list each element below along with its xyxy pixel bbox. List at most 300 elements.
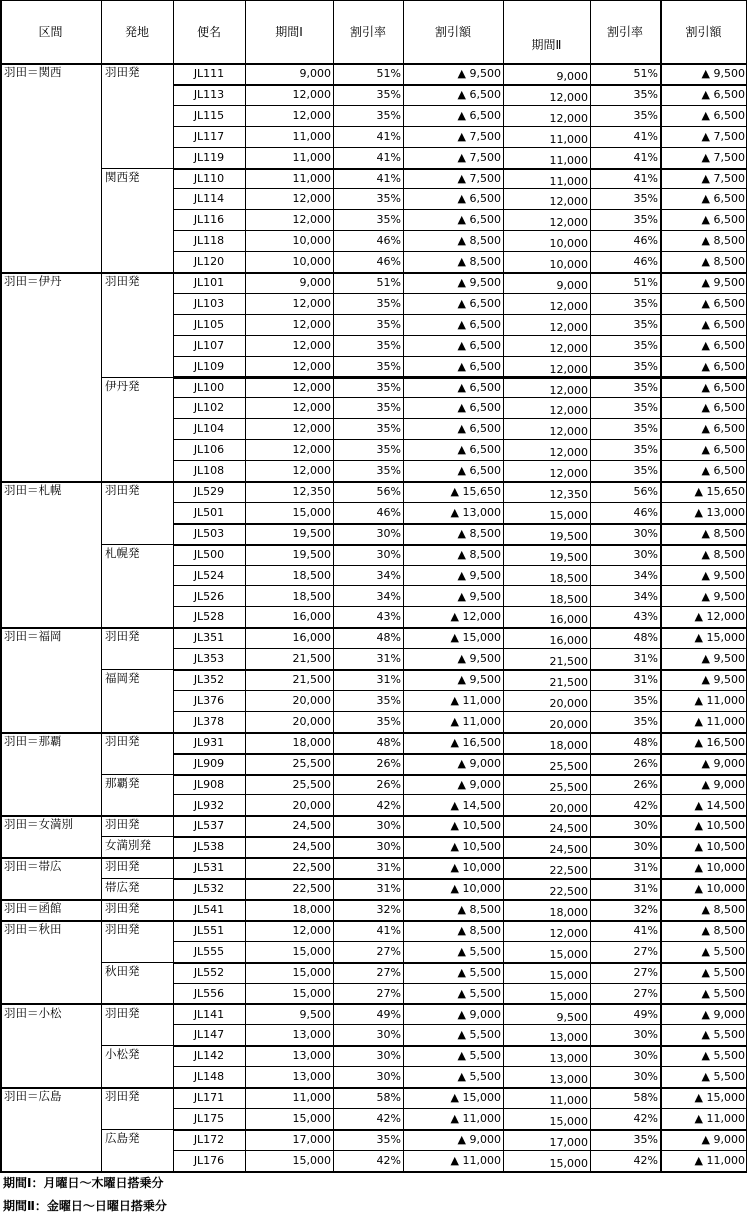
period1-discount: ▲ 9,500: [457, 673, 501, 687]
period1-fare: 12,000: [292, 923, 331, 937]
period2-fare: 9,500: [556, 1010, 588, 1024]
period2-discount: ▲ 5,500: [701, 986, 745, 1000]
flight-number: JL526: [193, 589, 225, 603]
grid-line: [173, 0, 174, 1171]
flight-number: JL529: [193, 485, 225, 498]
period1-discount: ▲ 11,000: [450, 714, 501, 728]
period2-rate: 35%: [633, 296, 658, 310]
period2-rate: 35%: [633, 694, 658, 707]
period2-rate: 41%: [633, 150, 658, 164]
period1-discount: ▲ 9,500: [457, 652, 501, 666]
period2-rate: 46%: [633, 234, 658, 248]
period1-fare: 15,000: [292, 944, 331, 958]
flight-number: JL147: [193, 1028, 225, 1042]
period2-discount: ▲ 8,500: [701, 923, 745, 937]
period2-discount: ▲ 8,500: [701, 526, 745, 540]
period2-fare: 15,000: [549, 1156, 588, 1170]
period2-rate: 48%: [633, 631, 658, 645]
period2-fare: 21,500: [549, 676, 588, 690]
period2-rate: 30%: [633, 1049, 658, 1063]
flight-number: JL141: [193, 1007, 225, 1021]
period2-rate: 30%: [633, 840, 658, 854]
period1-fare: 17,000: [292, 1132, 331, 1146]
period1-rate: 42%: [376, 1112, 401, 1125]
period2-rate: 30%: [633, 526, 658, 540]
period2-discount: ▲ 6,500: [701, 464, 745, 478]
period2-fare: 15,000: [549, 508, 588, 522]
period1-discount: ▲ 12,000: [450, 610, 501, 624]
flight-number: JL104: [193, 422, 225, 436]
flight-number: JL115: [193, 108, 225, 122]
period2-discount: ▲ 7,500: [701, 171, 745, 185]
route-cell: 羽田＝関西: [4, 65, 62, 79]
period1-discount: ▲ 6,500: [457, 359, 501, 373]
grid-line: [403, 0, 404, 1171]
period2-discount: ▲ 9,000: [701, 756, 745, 770]
flight-number: JL119: [193, 150, 225, 164]
period1-rate: 46%: [376, 505, 401, 519]
period1-discount: ▲ 10,500: [450, 840, 501, 854]
period2-rate: 42%: [633, 798, 658, 812]
period1-discount: ▲ 9,000: [457, 777, 501, 791]
period1-discount: ▲ 15,000: [450, 1091, 501, 1105]
period1-discount: ▲ 8,500: [457, 255, 501, 269]
period1-fare: 9,000: [299, 67, 331, 80]
period1-discount: ▲ 16,500: [450, 735, 501, 749]
period1-rate: 35%: [376, 401, 401, 415]
flight-number: JL538: [193, 840, 225, 854]
period1-fare: 12,000: [292, 296, 331, 310]
route-cell: 羽田＝女満別: [4, 817, 73, 832]
period2-discount: ▲ 9,500: [701, 652, 745, 666]
period1-fare: 18,500: [292, 589, 331, 603]
period1-discount: ▲ 11,000: [450, 694, 501, 707]
period2-fare: 11,000: [549, 132, 588, 146]
period1-rate: 30%: [376, 1028, 401, 1042]
period2-rate: 56%: [633, 485, 658, 498]
origin-cell: 広島発: [105, 1130, 140, 1145]
period1-discount: ▲ 6,500: [457, 192, 501, 206]
header-period1-rate: 割引率: [349, 24, 386, 39]
flight-number: JL101: [193, 276, 225, 289]
period2-fare: 12,000: [549, 299, 588, 313]
period2-discount: ▲ 5,500: [701, 1028, 745, 1042]
origin-cell: 羽田発: [105, 859, 140, 874]
flight-number: JL102: [193, 401, 225, 415]
period2-discount: ▲ 10,500: [694, 819, 745, 833]
period2-discount: ▲ 7,500: [701, 129, 745, 143]
period2-discount: ▲ 9,000: [701, 1132, 745, 1146]
period2-rate: 46%: [633, 505, 658, 519]
grid-line: [245, 0, 246, 1171]
period2-fare: 12,000: [549, 467, 588, 481]
period2-discount: ▲ 8,500: [701, 547, 745, 561]
period1-rate: 41%: [376, 129, 401, 143]
period1-fare: 21,500: [292, 673, 331, 687]
period1-discount: ▲ 5,500: [457, 965, 501, 979]
period2-fare: 12,000: [549, 195, 588, 209]
period2-discount: ▲ 13,000: [694, 505, 745, 519]
period2-discount: ▲ 9,000: [701, 1007, 745, 1021]
period1-discount: ▲ 7,500: [457, 150, 501, 164]
period1-discount: ▲ 7,500: [457, 171, 501, 185]
period1-fare: 11,000: [292, 150, 331, 164]
header-period2-discount: 割引額: [685, 24, 722, 39]
period1-fare: 12,000: [292, 422, 331, 436]
period1-rate: 34%: [376, 589, 401, 603]
period2-discount: ▲ 6,500: [701, 108, 745, 122]
period2-discount: ▲ 16,500: [694, 735, 745, 749]
period2-discount: ▲ 6,500: [701, 192, 745, 206]
period1-rate: 34%: [376, 568, 401, 582]
period1-fare: 16,000: [292, 631, 331, 645]
route-cell: 羽田＝秋田: [4, 921, 62, 936]
period2-fare: 19,500: [549, 550, 588, 564]
origin-cell: 羽田発: [105, 65, 140, 79]
header-route-cell: 区間: [38, 24, 63, 39]
flight-number: JL116: [193, 213, 225, 227]
period1-fare: 16,000: [292, 610, 331, 624]
period2-discount: ▲ 15,650: [694, 485, 745, 498]
period1-rate: 35%: [376, 213, 401, 227]
flight-number: JL556: [193, 986, 225, 1000]
period2-rate: 35%: [633, 359, 658, 373]
period2-rate: 48%: [633, 735, 658, 749]
period1-fare: 12,000: [292, 401, 331, 415]
flight-number: JL114: [193, 192, 225, 206]
period1-fare: 10,000: [292, 255, 331, 269]
period1-fare: 12,000: [292, 338, 331, 352]
period1-fare: 12,350: [292, 485, 331, 498]
grid-line: [0, 0, 747, 1]
period2-fare: 12,000: [549, 111, 588, 125]
grid-line: [0, 1171, 747, 1173]
route-cell: 羽田＝函館: [4, 901, 62, 915]
period2-rate: 35%: [633, 317, 658, 331]
period1-rate: 27%: [376, 944, 401, 958]
period2-fare: 12,000: [549, 216, 588, 230]
period2-rate: 35%: [633, 443, 658, 457]
header-period1-discount: 割引額: [434, 24, 471, 39]
flight-number: JL531: [193, 861, 225, 875]
origin-cell: 福岡発: [105, 671, 140, 686]
period1-discount: ▲ 8,500: [457, 234, 501, 248]
period1-fare: 15,000: [292, 505, 331, 519]
flight-number: JL552: [193, 965, 225, 979]
period2-rate: 35%: [633, 380, 658, 394]
period1-discount: ▲ 6,500: [457, 380, 501, 394]
period1-rate: 56%: [376, 485, 401, 498]
period2-fare: 12,000: [549, 425, 588, 439]
period2-discount: ▲ 6,500: [701, 401, 745, 415]
period2-fare: 12,000: [549, 362, 588, 376]
period1-fare: 19,500: [292, 526, 331, 540]
period2-fare: 18,000: [549, 906, 588, 919]
header-period2-rate: 割引率: [606, 24, 643, 39]
period2-fare: 10,000: [549, 237, 588, 251]
period2-discount: ▲ 5,500: [701, 944, 745, 958]
period-2-note: 期間Ⅱ：金曜日～日曜日搭乗分: [3, 1199, 167, 1213]
period2-discount: ▲ 11,000: [694, 1153, 745, 1167]
period1-fare: 20,000: [292, 714, 331, 728]
period2-rate: 32%: [633, 903, 658, 916]
header-period2-fare: 期間Ⅱ: [531, 38, 562, 52]
period2-fare: 12,000: [549, 90, 588, 104]
flight-number: JL376: [193, 694, 225, 707]
period2-fare: 12,000: [549, 341, 588, 355]
period2-rate: 35%: [633, 338, 658, 352]
period1-rate: 35%: [376, 464, 401, 478]
period2-discount: ▲ 6,500: [701, 359, 745, 373]
period1-discount: ▲ 10,500: [450, 819, 501, 833]
period2-discount: ▲ 15,000: [694, 631, 745, 645]
period2-rate: 30%: [633, 819, 658, 833]
period2-discount: ▲ 5,500: [701, 965, 745, 979]
period2-fare: 12,000: [549, 404, 588, 418]
period1-rate: 35%: [376, 359, 401, 373]
period2-fare: 18,500: [549, 592, 588, 606]
period2-fare: 9,000: [556, 70, 588, 83]
period2-rate: 35%: [633, 213, 658, 227]
period1-rate: 48%: [376, 735, 401, 749]
period2-rate: 49%: [633, 1007, 658, 1021]
period1-rate: 30%: [376, 1070, 401, 1084]
period2-discount: ▲ 6,500: [701, 296, 745, 310]
period2-discount: ▲ 14,500: [694, 798, 745, 812]
flight-number: JL524: [193, 568, 225, 582]
origin-cell: 羽田発: [105, 1089, 140, 1104]
flight-number: JL378: [193, 714, 225, 728]
period1-rate: 30%: [376, 840, 401, 854]
period1-fare: 12,000: [292, 443, 331, 457]
period2-discount: ▲ 9,500: [701, 673, 745, 687]
period1-fare: 12,000: [292, 108, 331, 122]
origin-cell: 羽田発: [105, 901, 140, 915]
period2-fare: 16,000: [549, 634, 588, 648]
flight-number: JL117: [193, 129, 225, 143]
period2-rate: 30%: [633, 1070, 658, 1084]
period2-rate: 27%: [633, 986, 658, 1000]
period2-rate: 31%: [633, 652, 658, 666]
flight-number: JL176: [193, 1153, 225, 1167]
flight-number: JL541: [193, 903, 225, 916]
period1-rate: 35%: [376, 338, 401, 352]
period1-fare: 13,000: [292, 1028, 331, 1042]
period2-rate: 35%: [633, 192, 658, 206]
period2-discount: ▲ 6,500: [701, 443, 745, 457]
period1-rate: 58%: [376, 1091, 401, 1105]
period1-fare: 24,500: [292, 840, 331, 854]
origin-cell: 秋田発: [105, 963, 140, 978]
period2-discount: ▲ 7,500: [701, 150, 745, 164]
flight-number: JL932: [193, 798, 225, 812]
grid-line: [0, 0, 2, 1171]
period2-fare: 12,000: [549, 383, 588, 397]
period2-rate: 30%: [633, 547, 658, 561]
period2-fare: 11,000: [549, 153, 588, 167]
period1-rate: 49%: [376, 1007, 401, 1021]
origin-cell: 羽田発: [105, 1005, 140, 1020]
period1-fare: 25,500: [292, 756, 331, 770]
period2-discount: ▲ 11,000: [694, 714, 745, 728]
origin-cell: 那覇発: [105, 775, 140, 790]
period1-rate: 26%: [376, 756, 401, 770]
period2-rate: 58%: [633, 1091, 658, 1105]
period2-fare: 18,000: [549, 738, 588, 752]
period2-discount: ▲ 9,000: [701, 777, 745, 791]
period2-discount: ▲ 9,500: [701, 67, 745, 80]
period1-discount: ▲ 5,500: [457, 1070, 501, 1084]
period1-rate: 26%: [376, 777, 401, 791]
period1-discount: ▲ 9,500: [457, 67, 501, 80]
period2-fare: 15,000: [549, 968, 588, 982]
period2-fare: 9,000: [556, 279, 588, 292]
period1-discount: ▲ 14,500: [450, 798, 501, 812]
flight-number: JL551: [193, 923, 225, 937]
period2-rate: 42%: [633, 1112, 658, 1125]
flight-number: JL500: [193, 547, 225, 561]
period1-fare: 21,500: [292, 652, 331, 666]
period1-fare: 11,000: [292, 1091, 331, 1105]
period2-rate: 43%: [633, 610, 658, 624]
origin-cell: 女満別発: [105, 838, 151, 853]
period2-rate: 41%: [633, 171, 658, 185]
period1-fare: 15,000: [292, 1153, 331, 1167]
flight-number: JL120: [193, 255, 225, 269]
period2-fare: 24,500: [549, 843, 588, 857]
flight-number: JL172: [193, 1132, 225, 1146]
period1-discount: ▲ 6,500: [457, 401, 501, 415]
flight-number: JL103: [193, 296, 225, 310]
flight-number: JL148: [193, 1070, 225, 1084]
flight-number: JL909: [193, 756, 225, 770]
grid-line: [333, 0, 334, 1171]
origin-cell: 羽田発: [105, 629, 140, 644]
period1-discount: ▲ 8,500: [457, 903, 501, 916]
period2-discount: ▲ 9,500: [701, 276, 745, 289]
flight-number: JL105: [193, 317, 225, 331]
period2-fare: 10,000: [549, 258, 588, 272]
period1-rate: 35%: [376, 422, 401, 436]
route-cell: 羽田＝広島: [4, 1089, 62, 1104]
flight-number: JL501: [193, 505, 225, 519]
flight-number: JL175: [193, 1112, 225, 1125]
period1-rate: 31%: [376, 861, 401, 875]
period1-discount: ▲ 11,000: [450, 1153, 501, 1167]
period1-rate: 42%: [376, 798, 401, 812]
period2-discount: ▲ 8,500: [701, 234, 745, 248]
origin-cell: 小松発: [105, 1047, 140, 1062]
period1-fare: 25,500: [292, 777, 331, 791]
period1-rate: 51%: [376, 67, 401, 80]
period2-rate: 31%: [633, 882, 658, 896]
period2-rate: 51%: [633, 276, 658, 289]
origin-cell: 羽田発: [105, 921, 140, 936]
flight-number: JL528: [193, 610, 225, 624]
period2-fare: 13,000: [549, 1031, 588, 1045]
origin-cell: 伊丹発: [105, 378, 140, 393]
flight-number: JL113: [193, 87, 225, 101]
grid-line: [503, 0, 504, 1171]
period2-fare: 24,500: [549, 822, 588, 836]
period1-discount: ▲ 6,500: [457, 443, 501, 457]
period2-fare: 22,500: [549, 885, 588, 899]
period1-discount: ▲ 5,500: [457, 986, 501, 1000]
period1-fare: 12,000: [292, 87, 331, 101]
origin-cell: 羽田発: [105, 483, 140, 497]
period2-fare: 15,000: [549, 989, 588, 1003]
period2-fare: 12,350: [549, 488, 588, 501]
period1-discount: ▲ 5,500: [457, 1049, 501, 1063]
period2-fare: 17,000: [549, 1135, 588, 1149]
period1-fare: 13,000: [292, 1049, 331, 1063]
grid-line: [0, 63, 747, 65]
route-cell: 羽田＝伊丹: [4, 274, 62, 288]
flight-number: JL106: [193, 443, 225, 457]
period2-rate: 41%: [633, 923, 658, 937]
period1-rate: 30%: [376, 547, 401, 561]
period1-discount: ▲ 6,500: [457, 108, 501, 122]
period2-discount: ▲ 8,500: [701, 903, 745, 916]
period2-fare: 25,500: [549, 759, 588, 773]
flight-number: JL107: [193, 338, 225, 352]
period1-rate: 43%: [376, 610, 401, 624]
period1-discount: ▲ 15,650: [450, 485, 501, 498]
period1-fare: 12,000: [292, 213, 331, 227]
period1-rate: 27%: [376, 965, 401, 979]
period2-rate: 35%: [633, 422, 658, 436]
flight-number: JL908: [193, 777, 225, 791]
period1-rate: 46%: [376, 255, 401, 269]
period2-rate: 42%: [633, 1153, 658, 1167]
period1-fare: 18,000: [292, 903, 331, 916]
period1-fare: 22,500: [292, 882, 331, 896]
period1-fare: 19,500: [292, 547, 331, 561]
period1-rate: 41%: [376, 171, 401, 185]
period2-rate: 35%: [633, 108, 658, 122]
period1-discount: ▲ 10,000: [450, 882, 501, 896]
period2-discount: ▲ 6,500: [701, 380, 745, 394]
origin-cell: 羽田発: [105, 274, 140, 288]
flight-number: JL351: [193, 631, 225, 645]
period1-discount: ▲ 9,500: [457, 589, 501, 603]
period2-discount: ▲ 9,500: [701, 589, 745, 603]
period1-rate: 31%: [376, 652, 401, 666]
period1-rate: 35%: [376, 1132, 401, 1146]
period2-discount: ▲ 6,500: [701, 338, 745, 352]
flight-number: JL111: [193, 67, 225, 80]
period2-fare: 20,000: [549, 801, 588, 815]
period2-fare: 20,000: [549, 697, 588, 710]
period2-fare: 13,000: [549, 1073, 588, 1087]
period2-discount: ▲ 10,000: [694, 861, 745, 875]
period2-fare: 20,000: [549, 717, 588, 731]
period1-discount: ▲ 9,000: [457, 1007, 501, 1021]
period2-rate: 35%: [633, 1132, 658, 1146]
period2-discount: ▲ 12,000: [694, 610, 745, 624]
period1-rate: 42%: [376, 1153, 401, 1167]
route-cell: 羽田＝那覇: [4, 733, 62, 748]
period2-fare: 11,000: [549, 1094, 588, 1108]
period2-fare: 11,000: [549, 174, 588, 188]
period2-discount: ▲ 9,500: [701, 568, 745, 582]
period2-rate: 26%: [633, 756, 658, 770]
period1-fare: 15,000: [292, 965, 331, 979]
period1-rate: 30%: [376, 1049, 401, 1063]
period1-discount: ▲ 8,500: [457, 923, 501, 937]
period2-fare: 12,000: [549, 320, 588, 334]
period2-fare: 19,500: [549, 529, 588, 543]
